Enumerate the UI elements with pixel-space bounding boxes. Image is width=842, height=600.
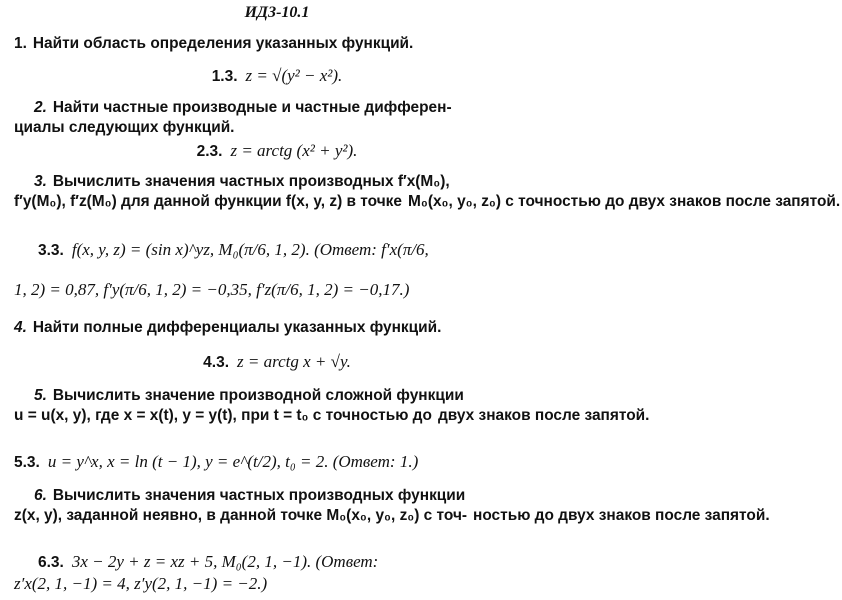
- task-6-statement-cont: z(x, y), заданной неявно, в данной точке M₀(x₀, y₀, z₀) с точ- ностью до двух знаков после запятой.: [14, 507, 770, 524]
- task-4-statement: 4. Найти полные дифференциалы указанных функций.: [14, 319, 442, 336]
- task-3-statement-cont: f′y(M₀), f′z(M₀) для данной функции f(x, y, z) в точке M₀(x₀, y₀, z₀) с точностью до двух знаков после запятой.: [14, 193, 841, 210]
- task-2-statement: 2. Найти частные производные и частные дифферен-: [34, 99, 452, 116]
- task-1-statement: [14, 34, 542, 54]
- task-3-formula-line1: 3.3. f(x, y, z) = (sin x)^yz, M₀(π/6, 1, 2). (Ответ: f′x(π/6,: [38, 240, 429, 259]
- task-3-formula-line2: 1, 2) = 0,87, f′y(π/6, 1, 2) = −0,35, f′z(π/6, 1, 2) = −0,17.): [14, 280, 410, 299]
- task-5-statement: 5. Вычислить значение производной сложной функции: [34, 387, 464, 404]
- task-2-statement-cont: циалы следующих функций.: [14, 119, 235, 136]
- task-5-formula: 5.3. u = y^x, x = ln (t − 1), y = e^(t/2), t₀ = 2. (Ответ: 1.): [14, 452, 419, 471]
- task-1-line: 1. Найти область определения указанных функций.: [14, 35, 414, 52]
- task-6-formula-line1: 6.3. 3x − 2y + z = xz + 5, M₀(2, 1, −1). (Ответ:: [38, 552, 379, 571]
- task-2-formula: 2.3. z = arctg (x² + y²).: [196, 141, 358, 160]
- task-3-statement: 3. Вычислить значения частных производных f′x(M₀),: [34, 173, 450, 190]
- task-4-formula: 4.3. z = arctg x + √y.: [203, 352, 351, 371]
- task-6-formula-line2: z′x(2, 1, −1) = 4, z′y(2, 1, −1) = −2.): [14, 574, 268, 593]
- document-title: ИДЗ-10.1: [244, 4, 310, 21]
- task-5-statement-cont: u = u(x, y), где x = x(t), y = y(t), при t = t₀ с точностью до двух знаков после запятой.: [14, 407, 650, 424]
- task-1-formula: 1.3. z = √(y² − x²).: [211, 66, 343, 85]
- task-6-statement: 6. Вычислить значения частных производных функции: [34, 487, 466, 504]
